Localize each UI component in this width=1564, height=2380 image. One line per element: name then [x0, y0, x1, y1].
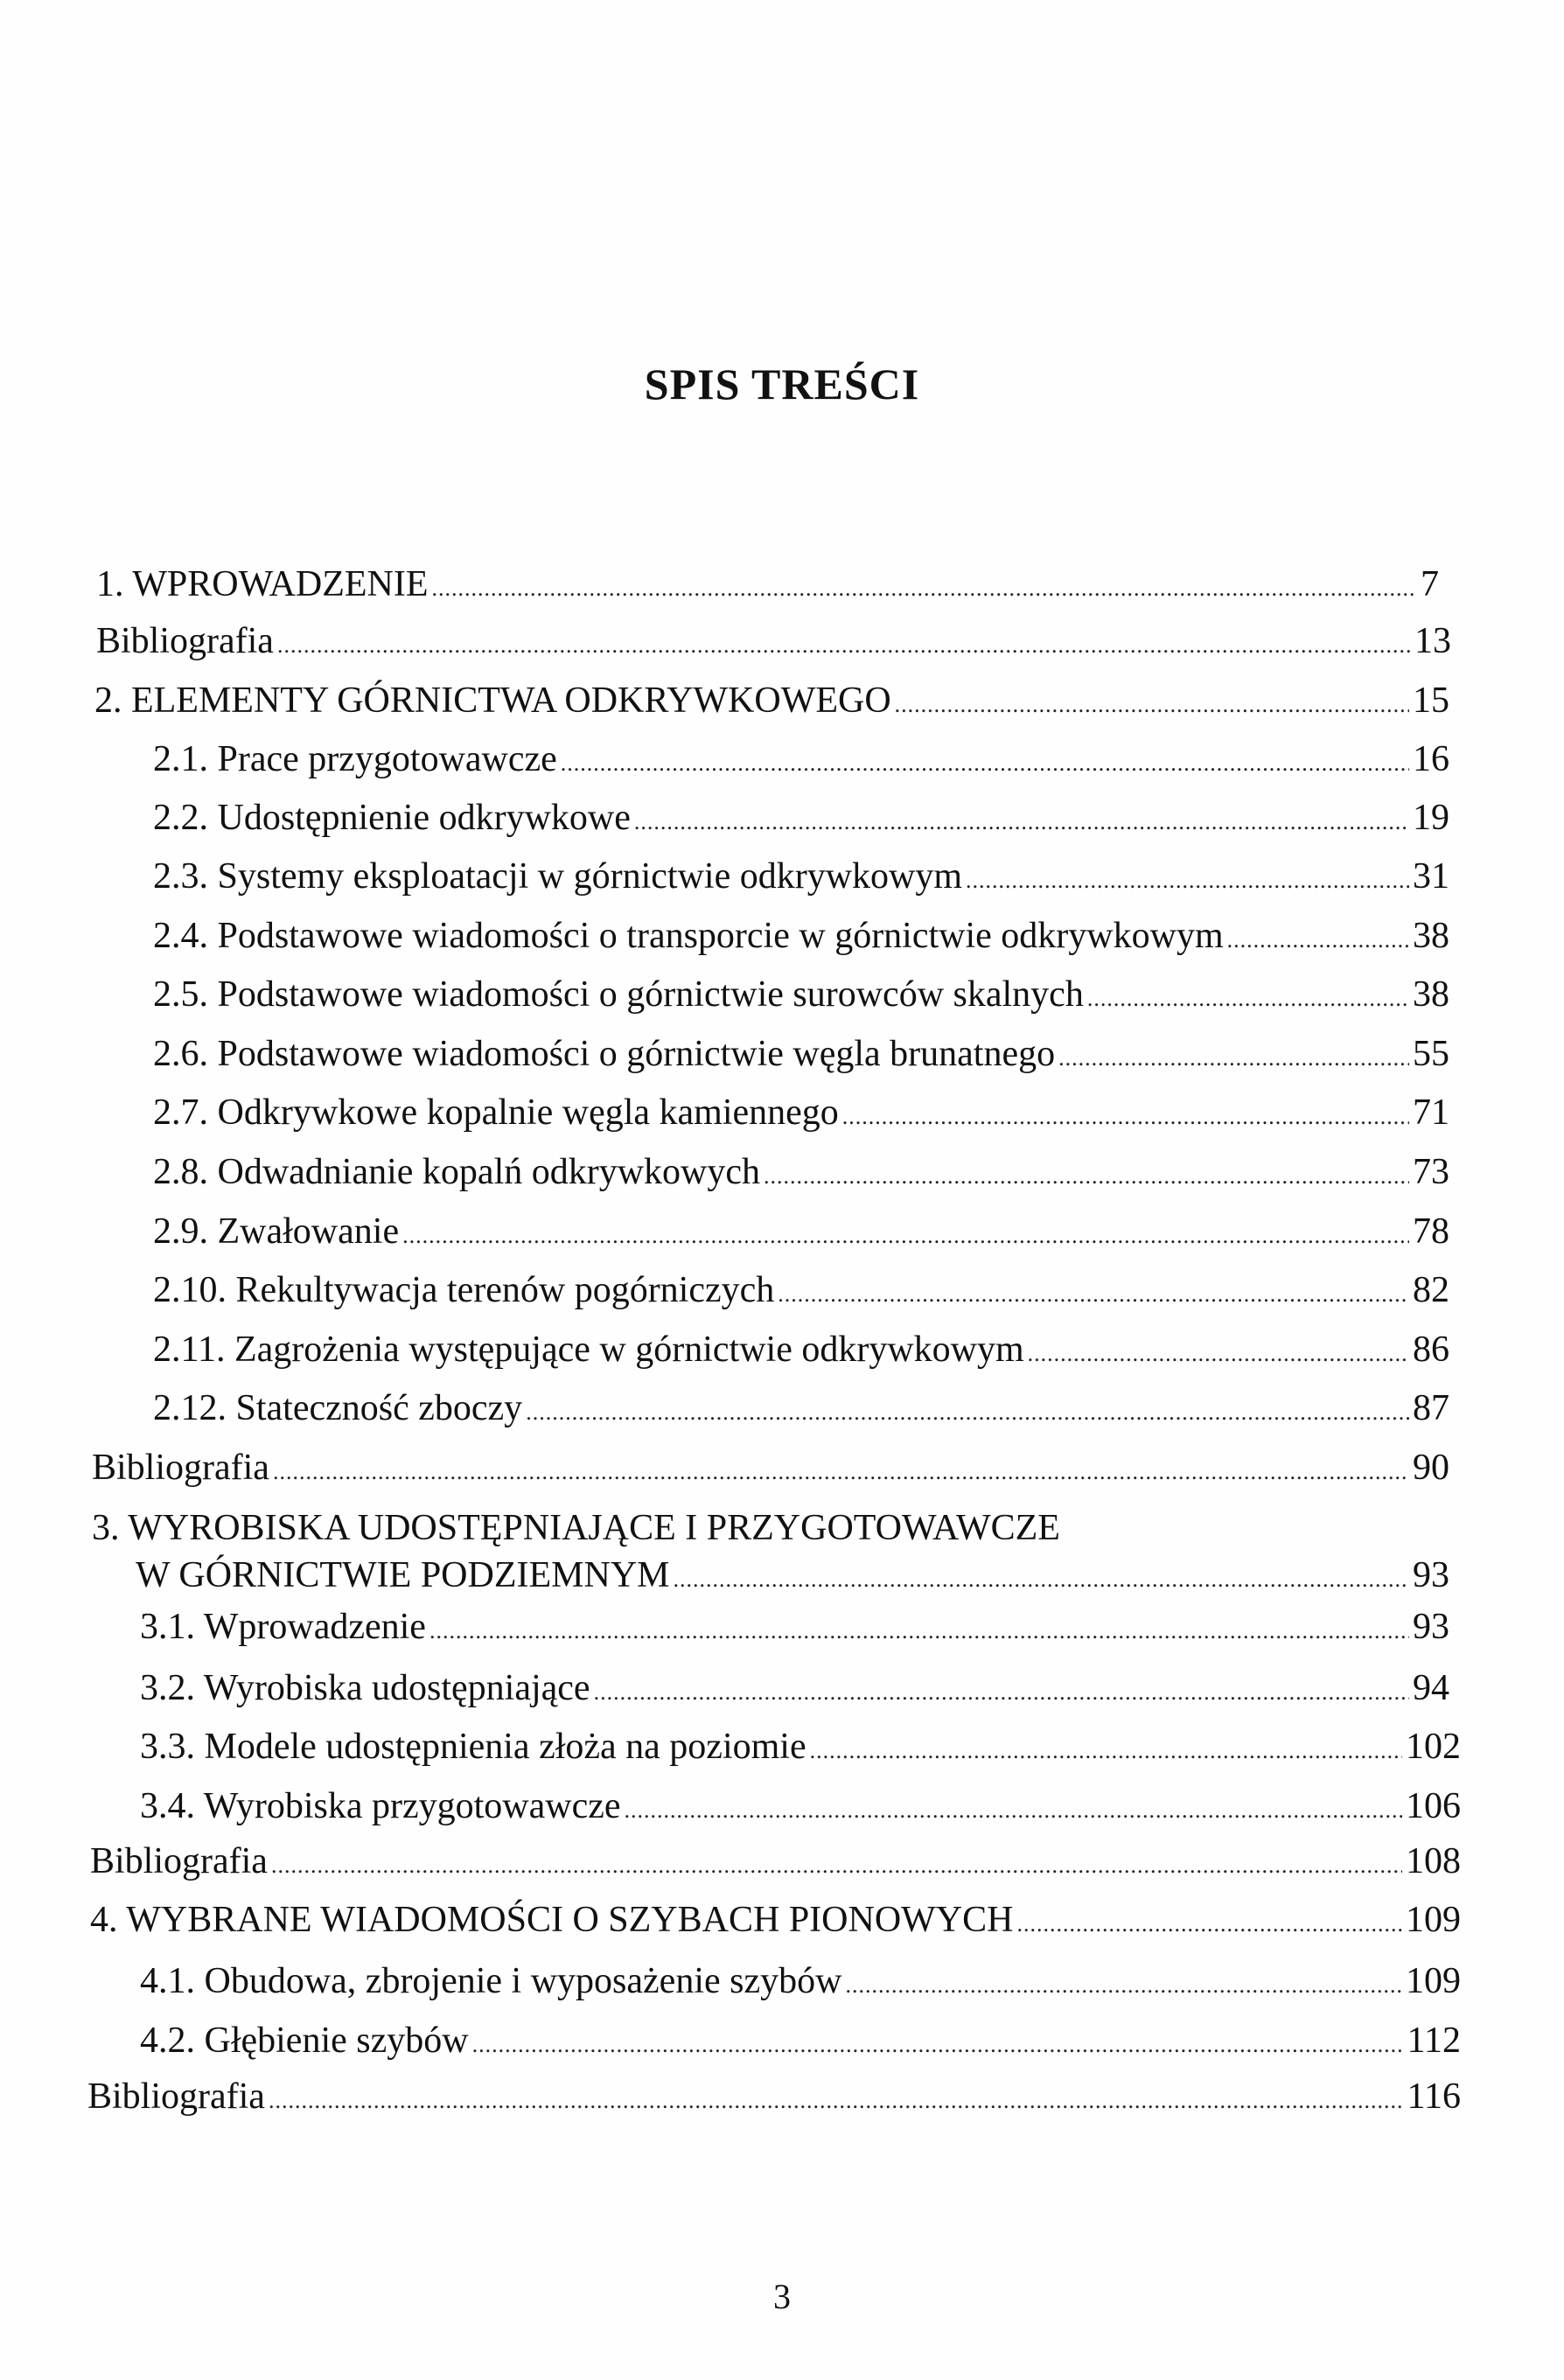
toc-leader-dots: [273, 1450, 1409, 1494]
toc-entry[interactable]: [153, 914, 1449, 963]
toc-entry-label: 2.2. Udostępnienie odkrywkowe: [153, 798, 631, 838]
toc-leader-dots: [277, 624, 1411, 667]
toc-entry[interactable]: [153, 973, 1449, 1022]
toc-entry-page: 71: [1413, 1092, 1449, 1133]
toc-leader-dots: [1028, 1332, 1409, 1376]
toc-entry[interactable]: [140, 1784, 1461, 1833]
toc-entry-page: 82: [1413, 1270, 1449, 1310]
toc-entry-label: 1. WPROWADZENIE: [96, 564, 429, 604]
toc-leader-dots: [1227, 918, 1409, 962]
toc-entry[interactable]: [153, 855, 1449, 904]
toc-entry[interactable]: [153, 737, 1449, 786]
toc-entry-page: 116: [1407, 2076, 1461, 2117]
toc-leader-dots: [271, 1844, 1402, 1888]
toc-leader-dots: [1087, 977, 1409, 1021]
toc-entry-page: 87: [1413, 1388, 1449, 1428]
toc-entry[interactable]: [153, 1328, 1449, 1377]
toc-entry-page: 86: [1413, 1330, 1449, 1370]
toc-entry-page: 109: [1406, 1961, 1461, 2001]
toc-leader-dots: [895, 683, 1409, 727]
toc-entry[interactable]: [136, 1553, 1449, 1602]
toc-entry-label: 2.3. Systemy eksploatacji w górnictwie odkrywkowym: [153, 856, 963, 897]
toc-entry-page: 112: [1407, 2021, 1461, 2061]
toc-entry-label: 4.1. Obudowa, zbrojenie i wyposażenie szybów: [140, 1961, 842, 2001]
toc-entry-page: 90: [1413, 1448, 1449, 1488]
toc-leader-dots: [966, 859, 1409, 903]
page-title: SPIS TREŚCI: [644, 359, 920, 408]
toc-leader-dots: [764, 1155, 1409, 1198]
toc-leader-dots: [674, 1558, 1410, 1602]
toc-entry-label: 2.6. Podstawowe wiadomości o górnictwie węgla brunatnego: [153, 1034, 1056, 1074]
toc-entry-label: 2.11. Zagrożenia występujące w górnictwie odkrywkowym: [153, 1330, 1024, 1370]
toc-entry-label: 2.4. Podstawowe wiadomości o transporcie w górnictwie odkrywkowym: [153, 916, 1224, 956]
toc-entry-page: 7: [1421, 564, 1439, 604]
toc-leader-dots: [526, 1391, 1409, 1434]
toc-entry-page: 38: [1413, 974, 1449, 1015]
toc-entry-label: 2.1. Prace przygotowawcze: [153, 739, 557, 779]
toc-entry[interactable]: [94, 679, 1449, 728]
toc-leader-dots: [429, 1609, 1409, 1653]
toc-entry-label: 2. ELEMENTY GÓRNICTWA ODKRYWKOWEGO: [94, 680, 891, 721]
toc-entry[interactable]: [140, 1666, 1449, 1715]
toc-entry-label: 2.8. Odwadnianie kopalń odkrywkowych: [153, 1152, 761, 1192]
toc-entry-label: 2.5. Podstawowe wiadomości o górnictwie surowców skalnych: [153, 974, 1084, 1015]
toc-entry-page: 94: [1413, 1668, 1449, 1708]
toc-entry[interactable]: [153, 1091, 1449, 1140]
toc-entry-label: 2.7. Odkrywkowe kopalnie węgla kamiennego: [153, 1092, 839, 1133]
toc-leader-dots: [845, 1964, 1402, 2007]
toc-leader-dots: [842, 1095, 1409, 1139]
toc-entry-page: 15: [1413, 680, 1449, 721]
toc-entry-label: Bibliografia: [90, 1841, 268, 1881]
toc-entry-page: 102: [1406, 1727, 1461, 1767]
toc-entry[interactable]: [140, 1725, 1461, 1774]
toc-entry[interactable]: [140, 2019, 1461, 2068]
toc-entry[interactable]: [87, 2075, 1461, 2124]
toc-entry-label: 2.9. Zwałowanie: [153, 1211, 400, 1252]
toc-entry-page: 16: [1413, 739, 1449, 779]
toc-entry-label: Bibliografia: [96, 621, 274, 661]
toc-entry[interactable]: [153, 1386, 1449, 1435]
toc-leader-dots: [472, 2023, 1404, 2067]
toc-entry[interactable]: [140, 1959, 1461, 2008]
toc-entry-label: 4.2. Głębienie szybów: [140, 2021, 469, 2061]
toc-entry-label-line1: 3. WYROBISKA UDOSTĘPNIAJĄCE I PRZYGOTOWAWCZE: [92, 1508, 1060, 1548]
toc-entry[interactable]: [90, 1898, 1461, 1947]
toc-entry-label: 2.10. Rekultywacja terenów pogórniczych: [153, 1270, 775, 1310]
toc-entry-page: 19: [1413, 798, 1449, 838]
toc-entry[interactable]: [153, 1032, 1449, 1081]
toc-entry[interactable]: [153, 1150, 1449, 1199]
toc-leader-dots: [810, 1729, 1402, 1773]
toc-entry[interactable]: [140, 1605, 1449, 1654]
toc-entry[interactable]: [90, 1839, 1461, 1888]
toc-entry-page: 108: [1406, 1841, 1461, 1881]
toc-entry-label: 2.12. Stateczność zboczy: [153, 1388, 523, 1428]
toc-entry-page: 13: [1414, 621, 1451, 661]
toc-entry-label: Bibliografia: [87, 2076, 265, 2117]
toc-leader-dots: [594, 1671, 1409, 1714]
toc-leader-dots: [634, 800, 1409, 844]
toc-leader-dots: [561, 742, 1409, 785]
toc-entry-page: 31: [1413, 856, 1449, 897]
toc-entry-label: 3.1. Wprowadzenie: [140, 1607, 426, 1647]
toc-entry-page: 106: [1406, 1786, 1461, 1826]
toc-entry-page: 93: [1413, 1607, 1449, 1647]
toc-entry[interactable]: [96, 562, 1439, 611]
toc-entry-label: 3.3. Modele udostępnienia złoża na poziomie: [140, 1727, 806, 1767]
toc-entry-label: W GÓRNICTWIE PODZIEMNYM: [136, 1555, 670, 1595]
toc-leader-dots: [625, 1789, 1402, 1832]
toc-entry-page: 38: [1413, 916, 1449, 956]
toc-entry-label: 4. WYBRANE WIADOMOŚCI O SZYBACH PIONOWYCH: [90, 1900, 1014, 1940]
toc-entry[interactable]: [153, 796, 1449, 845]
toc-entry[interactable]: [92, 1446, 1449, 1495]
toc-entry[interactable]: [96, 619, 1451, 668]
toc-entry-page: 73: [1413, 1152, 1449, 1192]
toc-entry[interactable]: [153, 1268, 1449, 1317]
toc-entry[interactable]: [153, 1210, 1449, 1259]
toc-entry-label: Bibliografia: [92, 1448, 269, 1488]
toc-entry-label: 3.2. Wyrobiska udostępniające: [140, 1668, 590, 1708]
toc-leader-dots: [1016, 1902, 1402, 1946]
toc-entry-page: 109: [1406, 1900, 1461, 1940]
toc-leader-dots: [402, 1214, 1409, 1258]
toc-entry-page: 78: [1413, 1211, 1449, 1252]
page-number: 3: [773, 2277, 791, 2316]
toc-leader-dots: [1058, 1036, 1409, 1080]
toc-entry-page: 55: [1413, 1034, 1449, 1074]
toc-leader-dots: [269, 2079, 1404, 2123]
toc-entry-page: 93: [1413, 1555, 1449, 1595]
toc-leader-dots: [778, 1273, 1409, 1316]
toc-entry-label: 3.4. Wyrobiska przygotowawcze: [140, 1786, 621, 1826]
toc-leader-dots: [432, 567, 1417, 611]
